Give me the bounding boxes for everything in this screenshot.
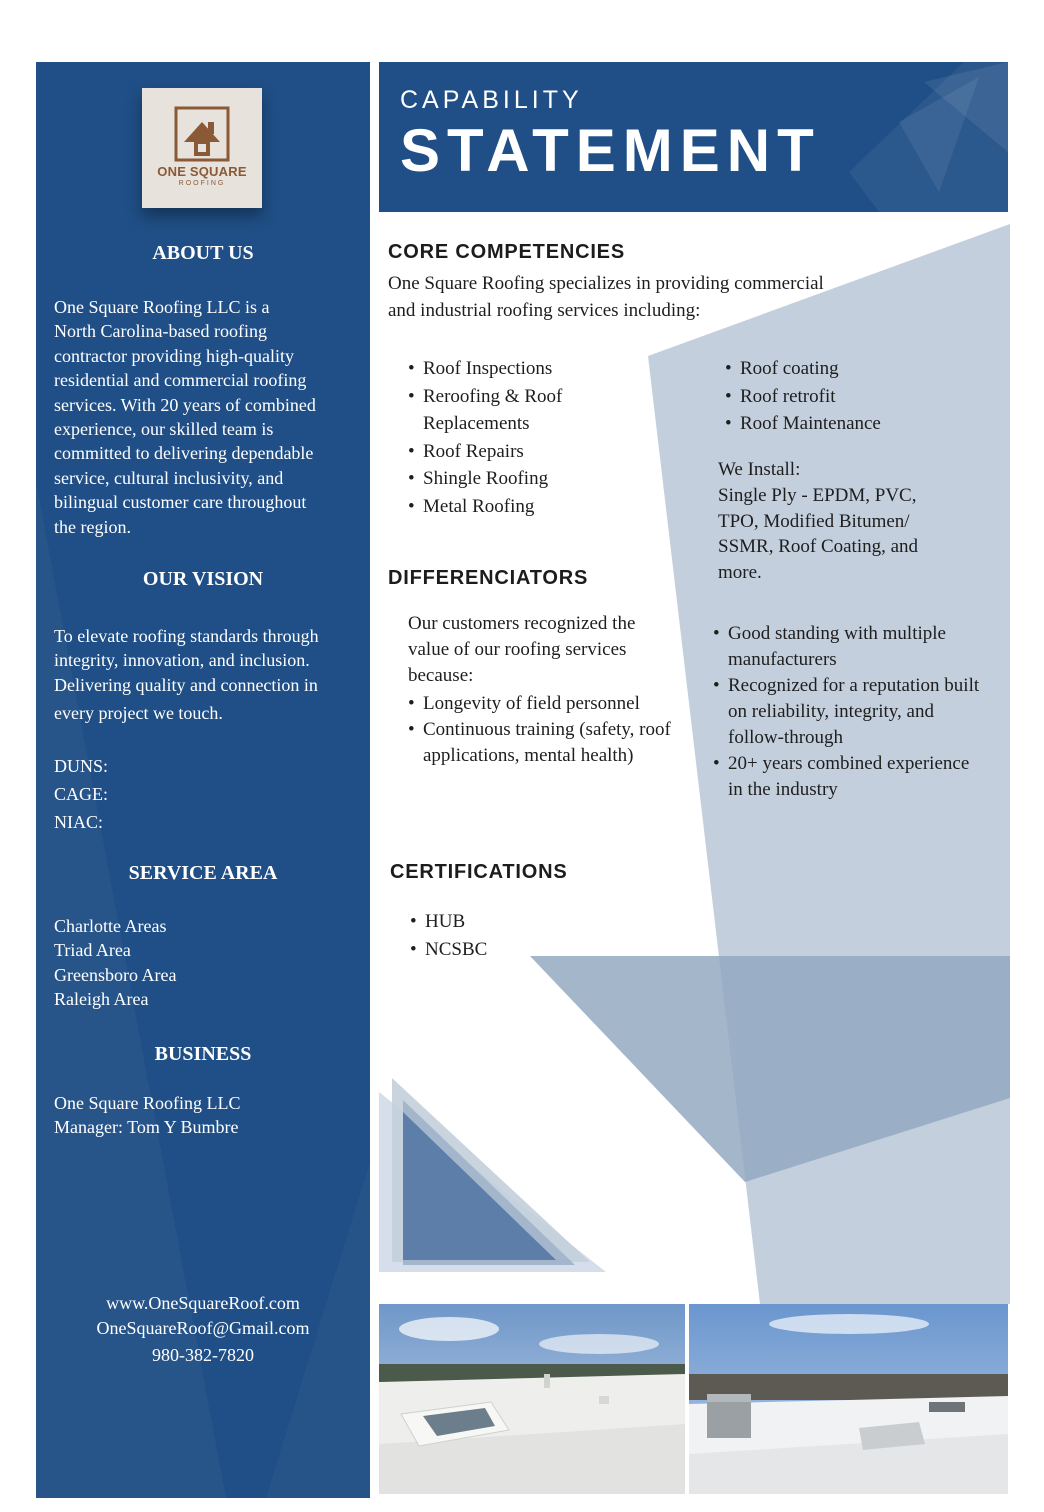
differenciators-intro: Our customers recognized the value of our roofing services because: [408, 613, 636, 686]
business-info: One Square Roofing LLC Manager: Tom Y Bumbre [54, 1093, 241, 1138]
roof-photo-right-image [689, 1304, 1008, 1494]
list-item: • 20+ years combined experience in the industry [713, 751, 988, 803]
registration-ids [54, 752, 108, 836]
list-item: • Good standing with multiple manufacturers [713, 621, 988, 673]
list-item: • NCSBC [410, 936, 560, 964]
about-text: One Square Roofing LLC is a North Carolina-based roofing contractor providing high-quality residential and commercial roofing services. With 20 years of combined experience, our skilled team is committed to delivering dependable service, cultural inclusivity, and bilingual customer care throughout the region. [54, 297, 316, 537]
website-link[interactable]: www.OneSquareRoof.com [106, 1293, 300, 1313]
niac-label: NIAC: [54, 812, 103, 832]
list-item: • Metal Roofing [408, 493, 608, 521]
certifications-heading: CERTIFICATIONS [390, 861, 568, 883]
vision-text: To elevate roofing standards through integrity, innovation, and inclusion. Delivering quality and connection in every project we touch. [54, 626, 319, 724]
core-list-right [725, 355, 965, 438]
list-item: Charlotte Areas [54, 916, 167, 936]
service-area-heading: SERVICE AREA [128, 862, 278, 884]
list-item: • Roof retrofit [725, 383, 965, 411]
email-link[interactable]: OneSquareRoof@Gmail.com [96, 1318, 310, 1338]
list-item: • HUB [410, 908, 560, 936]
business-heading: BUSINESS [154, 1043, 252, 1065]
list-item: • Shingle Roofing [408, 465, 608, 493]
core-competencies-heading: CORE COMPETENCIES [388, 241, 625, 263]
cage-label: CAGE: [54, 784, 108, 804]
header-subtitle: CAPABILITY [400, 86, 583, 114]
list-item: • Roof Repairs [408, 438, 608, 466]
roof-photo-right [689, 1304, 1008, 1494]
vision-heading: OUR VISION [142, 568, 264, 590]
list-item: • Recognized for a reputation built on reliability, integrity, and follow-through [713, 673, 988, 751]
list-item: • Reroofing & Roof Replacements [408, 383, 608, 438]
list-item: • Continuous training (safety, roof applications, mental health) [408, 717, 688, 769]
list-item: • Roof coating [725, 355, 965, 383]
list-item: Greensboro Area [54, 964, 177, 985]
list-item: Triad Area [54, 940, 131, 961]
roof-photo-left-image [379, 1304, 685, 1494]
contact-info [36, 1291, 370, 1368]
service-area-list [54, 914, 176, 1012]
differenciators-list-left [408, 691, 688, 769]
list-item: Raleigh Area [54, 989, 149, 1010]
logo-name: ONE SQUARE [157, 164, 247, 179]
certifications-list [410, 908, 560, 964]
list-item: • Roof Maintenance [725, 410, 965, 438]
core-intro: One Square Roofing specializes in providing commercial and industrial roofing services including: [388, 273, 824, 321]
phone-number[interactable]: 980-382-7820 [152, 1345, 254, 1365]
we-install-text: We Install: Single Ply - EPDM, PVC, TPO, Modified Bitumen/ SSMR, Roof Coating, and more. [718, 459, 919, 584]
logo-subtitle: ROOFING [178, 180, 226, 187]
page-title: STATEMENT [400, 117, 821, 184]
duns-label: DUNS: [54, 756, 109, 776]
differenciators-list-right [713, 621, 988, 803]
about-heading: ABOUT US [152, 242, 254, 264]
roof-photo-left [379, 1304, 685, 1494]
header-banner [379, 62, 1008, 212]
core-list-left [408, 355, 608, 520]
list-item: • Roof Inspections [408, 355, 608, 383]
company-logo [142, 88, 262, 208]
sidebar [36, 62, 370, 1498]
house-logo-icon [142, 88, 262, 168]
list-item: • Longevity of field personnel [408, 691, 688, 717]
differenciators-heading: DIFFERENCIATORS [388, 567, 589, 589]
